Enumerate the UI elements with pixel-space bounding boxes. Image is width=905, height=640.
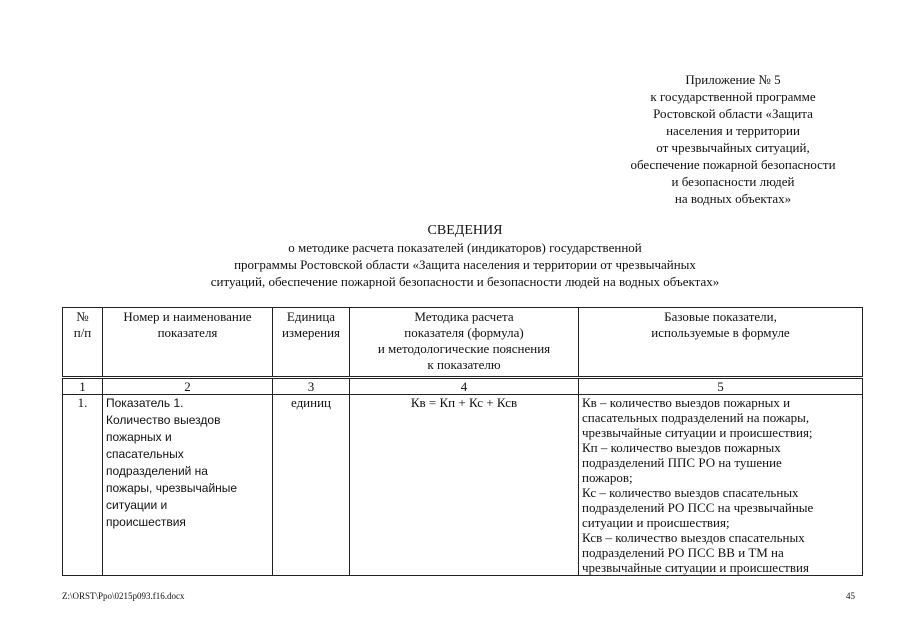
base-indicator-line: чрезвычайные ситуации и происшествия bbox=[582, 560, 809, 575]
base-indicator-line: подразделений РО ПСС на чрезвычайные bbox=[582, 500, 814, 515]
indicator-name-line: Показатель 1. bbox=[106, 396, 184, 410]
table-row bbox=[63, 395, 863, 576]
indicator-name-line: спасательных bbox=[106, 447, 184, 461]
header-num-line: № bbox=[76, 309, 89, 324]
heading-line: ситуаций, обеспечение пожарной безопасности и безопасности людей на водных объектах» bbox=[210, 274, 720, 289]
indicator-unit: единиц bbox=[273, 395, 350, 576]
header-base-line: используемые в формуле bbox=[651, 325, 790, 340]
heading-line: программы Ростовской области «Защита населения и территории от чрезвычайных bbox=[234, 257, 696, 272]
base-indicator-line: ситуации и происшествия; bbox=[582, 515, 730, 530]
base-indicator-line: чрезвычайные ситуации и происшествия; bbox=[582, 425, 813, 440]
indicator-name-line: ситуации и bbox=[106, 498, 168, 512]
base-indicator-line: Кп – количество выездов пожарных bbox=[582, 440, 781, 455]
document-title: СВЕДЕНИЯ bbox=[427, 223, 503, 238]
indicators-table bbox=[62, 307, 863, 576]
column-number: 3 bbox=[273, 378, 350, 395]
header-base-line: Базовые показатели, bbox=[664, 309, 777, 324]
heading-line: о методике расчета показателей (индикаторов) государственной bbox=[288, 240, 642, 255]
document-heading bbox=[150, 222, 780, 290]
base-indicator-line: подразделений РО ПСС ВВ и ТМ на bbox=[582, 545, 784, 560]
header-method-line: Методика расчета bbox=[414, 309, 514, 324]
header-num-line: п/п bbox=[73, 325, 92, 340]
header-method-line: показателя (формула) bbox=[404, 325, 524, 340]
base-indicator-line: пожаров; bbox=[582, 470, 633, 485]
base-indicator-line: спасательных подразделений на пожары, bbox=[582, 410, 810, 425]
header-method bbox=[350, 308, 579, 378]
column-number: 4 bbox=[350, 378, 579, 395]
indicator-name-line: происшествия bbox=[106, 515, 186, 529]
header-name-line: показателя bbox=[157, 325, 218, 340]
header-unit-line: измерения bbox=[281, 325, 341, 340]
table-header-row bbox=[63, 308, 863, 378]
appendix-line: от чрезвычайных ситуаций, bbox=[656, 140, 810, 155]
column-number: 5 bbox=[579, 378, 863, 395]
base-indicator-line: Кв – количество выездов пожарных и bbox=[582, 395, 791, 410]
indicator-name-line: пожары, чрезвычайные bbox=[106, 481, 238, 495]
header-method-line: к показателю bbox=[427, 357, 501, 372]
indicator-formula: Кв = Кп + Кс + Ксв bbox=[350, 395, 579, 576]
appendix-line: населения и территории bbox=[666, 123, 800, 138]
footer-file-path: Z:\ORST\Ppo\0215p093.f16.docx bbox=[62, 591, 185, 601]
base-indicators bbox=[579, 395, 863, 576]
appendix-block bbox=[598, 71, 868, 207]
indicator-name-line: подразделений на bbox=[106, 464, 208, 478]
appendix-line: к государственной программе bbox=[650, 89, 816, 104]
appendix-line: Приложение № 5 bbox=[685, 72, 781, 87]
header-name-line: Номер и наименование bbox=[123, 309, 252, 324]
appendix-line: обеспечение пожарной безопасности bbox=[630, 157, 836, 172]
column-number: 2 bbox=[103, 378, 273, 395]
header-base bbox=[579, 308, 863, 378]
row-number: 1. bbox=[63, 395, 103, 576]
indicator-name-line: пожарных и bbox=[106, 430, 172, 444]
base-indicator-line: подразделений ППС РО на тушение bbox=[582, 455, 782, 470]
column-number-row bbox=[63, 378, 863, 395]
base-indicator-line: Ксв – количество выездов спасательных bbox=[582, 530, 805, 545]
appendix-line: на водных объектах» bbox=[674, 191, 792, 206]
header-method-line: и методологические пояснения bbox=[377, 341, 551, 356]
base-indicator-line: Кс – количество выездов спасательных bbox=[582, 485, 799, 500]
header-name bbox=[103, 308, 273, 378]
indicator-name bbox=[103, 395, 273, 576]
header-unit-line: Единица bbox=[286, 309, 336, 324]
appendix-line: Ростовской области «Защита bbox=[653, 106, 813, 121]
header-num bbox=[63, 308, 103, 378]
column-number: 1 bbox=[63, 378, 103, 395]
indicator-name-line: Количество выездов bbox=[106, 413, 221, 427]
appendix-line: и безопасности людей bbox=[671, 174, 795, 189]
footer-page-number: 45 bbox=[846, 591, 855, 601]
header-unit bbox=[273, 308, 350, 378]
